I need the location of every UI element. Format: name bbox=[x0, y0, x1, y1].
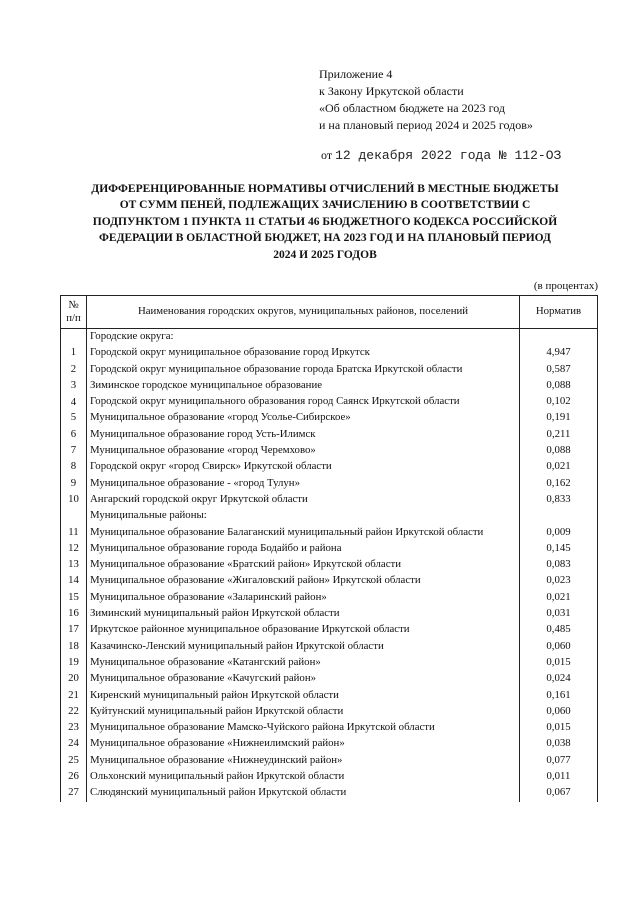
table-row bbox=[61, 655, 598, 671]
row-value: 0,031 bbox=[520, 606, 598, 622]
row-number: 16 bbox=[61, 606, 87, 622]
row-value: 0,015 bbox=[520, 655, 598, 671]
table-header-row bbox=[61, 296, 598, 329]
title-line: 2024 И 2025 ГОДОВ bbox=[273, 248, 377, 261]
appendix-header bbox=[319, 66, 533, 134]
row-value: 0,038 bbox=[520, 736, 598, 752]
table-row bbox=[61, 410, 598, 426]
section-municipal-label: Муниципальные районы: bbox=[87, 508, 520, 524]
table-row bbox=[61, 704, 598, 720]
row-number: 26 bbox=[61, 769, 87, 785]
row-number: 22 bbox=[61, 704, 87, 720]
table-row bbox=[61, 557, 598, 573]
row-number: 13 bbox=[61, 557, 87, 573]
row-name: Муниципальное образование город Усть-Илимск bbox=[87, 427, 520, 443]
row-number: 3 bbox=[61, 378, 87, 394]
row-name: Зиминский муниципальный район Иркутской области bbox=[87, 606, 520, 622]
row-number: 25 bbox=[61, 753, 87, 769]
header-num bbox=[61, 296, 87, 329]
row-number: 17 bbox=[61, 622, 87, 638]
row-number: 21 bbox=[61, 688, 87, 704]
section-row bbox=[61, 508, 598, 524]
row-name: Киренский муниципальный район Иркутской области bbox=[87, 688, 520, 704]
row-value: 0,009 bbox=[520, 525, 598, 541]
row-name: Ольхонский муниципальный район Иркутской области bbox=[87, 769, 520, 785]
header-name: Наименования городских округов, муниципальных районов, поселений bbox=[87, 296, 520, 329]
section-urban-label: Городские округа: bbox=[87, 329, 520, 346]
row-number: 27 bbox=[61, 785, 87, 801]
row-number: 1 bbox=[61, 345, 87, 361]
law-date-line bbox=[321, 148, 561, 163]
row-name: Куйтунский муниципальный район Иркутской области bbox=[87, 704, 520, 720]
row-value: 0,021 bbox=[520, 590, 598, 606]
table-row bbox=[61, 394, 598, 410]
row-name: Городской округ муниципальное образование город Иркутск bbox=[87, 345, 520, 361]
row-number: 12 bbox=[61, 541, 87, 557]
row-name: Муниципальное образование «Братский район» Иркутской области bbox=[87, 557, 520, 573]
row-number: 6 bbox=[61, 427, 87, 443]
header-num-line1: № bbox=[68, 298, 79, 311]
table-row bbox=[61, 688, 598, 704]
row-number: 14 bbox=[61, 573, 87, 589]
row-number: 20 bbox=[61, 671, 87, 687]
row-value: 0,021 bbox=[520, 459, 598, 475]
row-value: 0,833 bbox=[520, 492, 598, 508]
row-name: Муниципальное образование «Жигаловский район» Иркутской области bbox=[87, 573, 520, 589]
row-name: Муниципальное образование «Нижнеудинский район» bbox=[87, 753, 520, 769]
title-line: ОТ СУММ ПЕНЕЙ, ПОДЛЕЖАЩИХ ЗАЧИСЛЕНИЮ В СООТВЕТСТВИИ С bbox=[119, 199, 531, 212]
table-row bbox=[61, 476, 598, 492]
row-number: 5 bbox=[61, 410, 87, 426]
appendix-line: «Об областном бюджете на 2023 год bbox=[319, 101, 505, 115]
document-title bbox=[40, 181, 610, 263]
row-number: 24 bbox=[61, 736, 87, 752]
row-name: Казачинско-Ленский муниципальный район Иркутской области bbox=[87, 639, 520, 655]
table-row bbox=[61, 573, 598, 589]
norms-table bbox=[60, 295, 598, 802]
row-number: 23 bbox=[61, 720, 87, 736]
table-row bbox=[61, 443, 598, 459]
table-row bbox=[61, 492, 598, 508]
row-name: Городской округ «город Свирск» Иркутской области bbox=[87, 459, 520, 475]
units-note: (в процентах) bbox=[533, 280, 598, 292]
row-name: Слюдянский муниципальный район Иркутской области bbox=[87, 785, 520, 801]
row-value: 0,587 bbox=[520, 362, 598, 378]
table-row bbox=[61, 525, 598, 541]
table-row bbox=[61, 785, 598, 801]
row-name: Муниципальное образование «город Черемхово» bbox=[87, 443, 520, 459]
row-value: 0,191 bbox=[520, 410, 598, 426]
row-number: 2 bbox=[61, 362, 87, 378]
title-line: ПОДПУНКТОМ 1 ПУНКТА 11 СТАТЬИ 46 БЮДЖЕТНОГО КОДЕКСА РОССИЙСКОЙ bbox=[92, 215, 558, 228]
row-value: 0,161 bbox=[520, 688, 598, 704]
row-value: 0,088 bbox=[520, 443, 598, 459]
table-row bbox=[61, 459, 598, 475]
row-name: Городской округ муниципального образования город Саянск Иркутской области bbox=[87, 394, 520, 410]
appendix-line: к Закону Иркутской области bbox=[319, 84, 464, 98]
table-row bbox=[61, 378, 598, 394]
row-value: 0,102 bbox=[520, 394, 598, 410]
row-number: 11 bbox=[61, 525, 87, 541]
row-value: 0,077 bbox=[520, 753, 598, 769]
row-value: 0,023 bbox=[520, 573, 598, 589]
row-value: 0,067 bbox=[520, 785, 598, 801]
row-value: 4,947 bbox=[520, 345, 598, 361]
appendix-line: Приложение 4 bbox=[319, 67, 393, 81]
row-name: Муниципальное образование «Катангский район» bbox=[87, 655, 520, 671]
row-value: 0,145 bbox=[520, 541, 598, 557]
title-line: ДИФФЕРЕНЦИРОВАННЫЕ НОРМАТИВЫ ОТЧИСЛЕНИЙ В МЕСТНЫЕ БЮДЖЕТЫ bbox=[91, 183, 559, 195]
row-name: Муниципальное образование города Бодайбо и района bbox=[87, 541, 520, 557]
table-row bbox=[61, 720, 598, 736]
table-row bbox=[61, 427, 598, 443]
row-value: 0,060 bbox=[520, 704, 598, 720]
row-name: Муниципальное образование Балаганский муниципальный район Иркутской области bbox=[87, 525, 520, 541]
row-value: 0,211 bbox=[520, 427, 598, 443]
row-number: 10 bbox=[61, 492, 87, 508]
row-name: Муниципальное образование «Заларинский район» bbox=[87, 590, 520, 606]
row-name: Муниципальное образование «Качугский район» bbox=[87, 671, 520, 687]
table-row bbox=[61, 362, 598, 378]
table-row bbox=[61, 345, 598, 361]
row-name: Зиминское городское муниципальное образование bbox=[87, 378, 520, 394]
row-name: Ангарский городской округ Иркутской области bbox=[87, 492, 520, 508]
table-row bbox=[61, 622, 598, 638]
row-name: Муниципальное образование «Нижнеилимский район» bbox=[87, 736, 520, 752]
row-value: 0,015 bbox=[520, 720, 598, 736]
row-name: Муниципальное образование - «город Тулун» bbox=[87, 476, 520, 492]
table-row bbox=[61, 671, 598, 687]
header-value: Норматив bbox=[520, 296, 598, 329]
date-prefix: от bbox=[321, 148, 333, 162]
title-line: ФЕДЕРАЦИИ В ОБЛАСТНОЙ БЮДЖЕТ, НА 2023 ГОД И НА ПЛАНОВЫЙ ПЕРИОД bbox=[99, 232, 551, 245]
table-row bbox=[61, 753, 598, 769]
appendix-line: и на плановый период 2024 и 2025 годов» bbox=[319, 118, 533, 132]
row-number: 18 bbox=[61, 639, 87, 655]
row-number: 4 bbox=[61, 394, 87, 410]
row-name: Муниципальное образование «город Усолье-Сибирское» bbox=[87, 410, 520, 426]
section-row bbox=[61, 329, 598, 346]
row-name: Иркутское районное муниципальное образование Иркутской области bbox=[87, 622, 520, 638]
row-number: 9 bbox=[61, 476, 87, 492]
row-number: 19 bbox=[61, 655, 87, 671]
row-value: 0,060 bbox=[520, 639, 598, 655]
handwritten-date-number: 12 декабря 2022 года № 112-ОЗ bbox=[335, 148, 562, 163]
row-value: 0,083 bbox=[520, 557, 598, 573]
row-name: Городской округ муниципальное образование города Братска Иркутской области bbox=[87, 362, 520, 378]
row-number: 7 bbox=[61, 443, 87, 459]
table-row bbox=[61, 736, 598, 752]
table-row bbox=[61, 606, 598, 622]
header-num-line2: п/п bbox=[66, 312, 81, 324]
table-row bbox=[61, 590, 598, 606]
row-number: 15 bbox=[61, 590, 87, 606]
row-value: 0,088 bbox=[520, 378, 598, 394]
table-row bbox=[61, 639, 598, 655]
row-value: 0,024 bbox=[520, 671, 598, 687]
row-value: 0,011 bbox=[520, 769, 598, 785]
table-row bbox=[61, 769, 598, 785]
row-number: 8 bbox=[61, 459, 87, 475]
row-name: Муниципальное образование Мамско-Чуйского района Иркутской области bbox=[87, 720, 520, 736]
row-value: 0,485 bbox=[520, 622, 598, 638]
row-value: 0,162 bbox=[520, 476, 598, 492]
table-row bbox=[61, 541, 598, 557]
